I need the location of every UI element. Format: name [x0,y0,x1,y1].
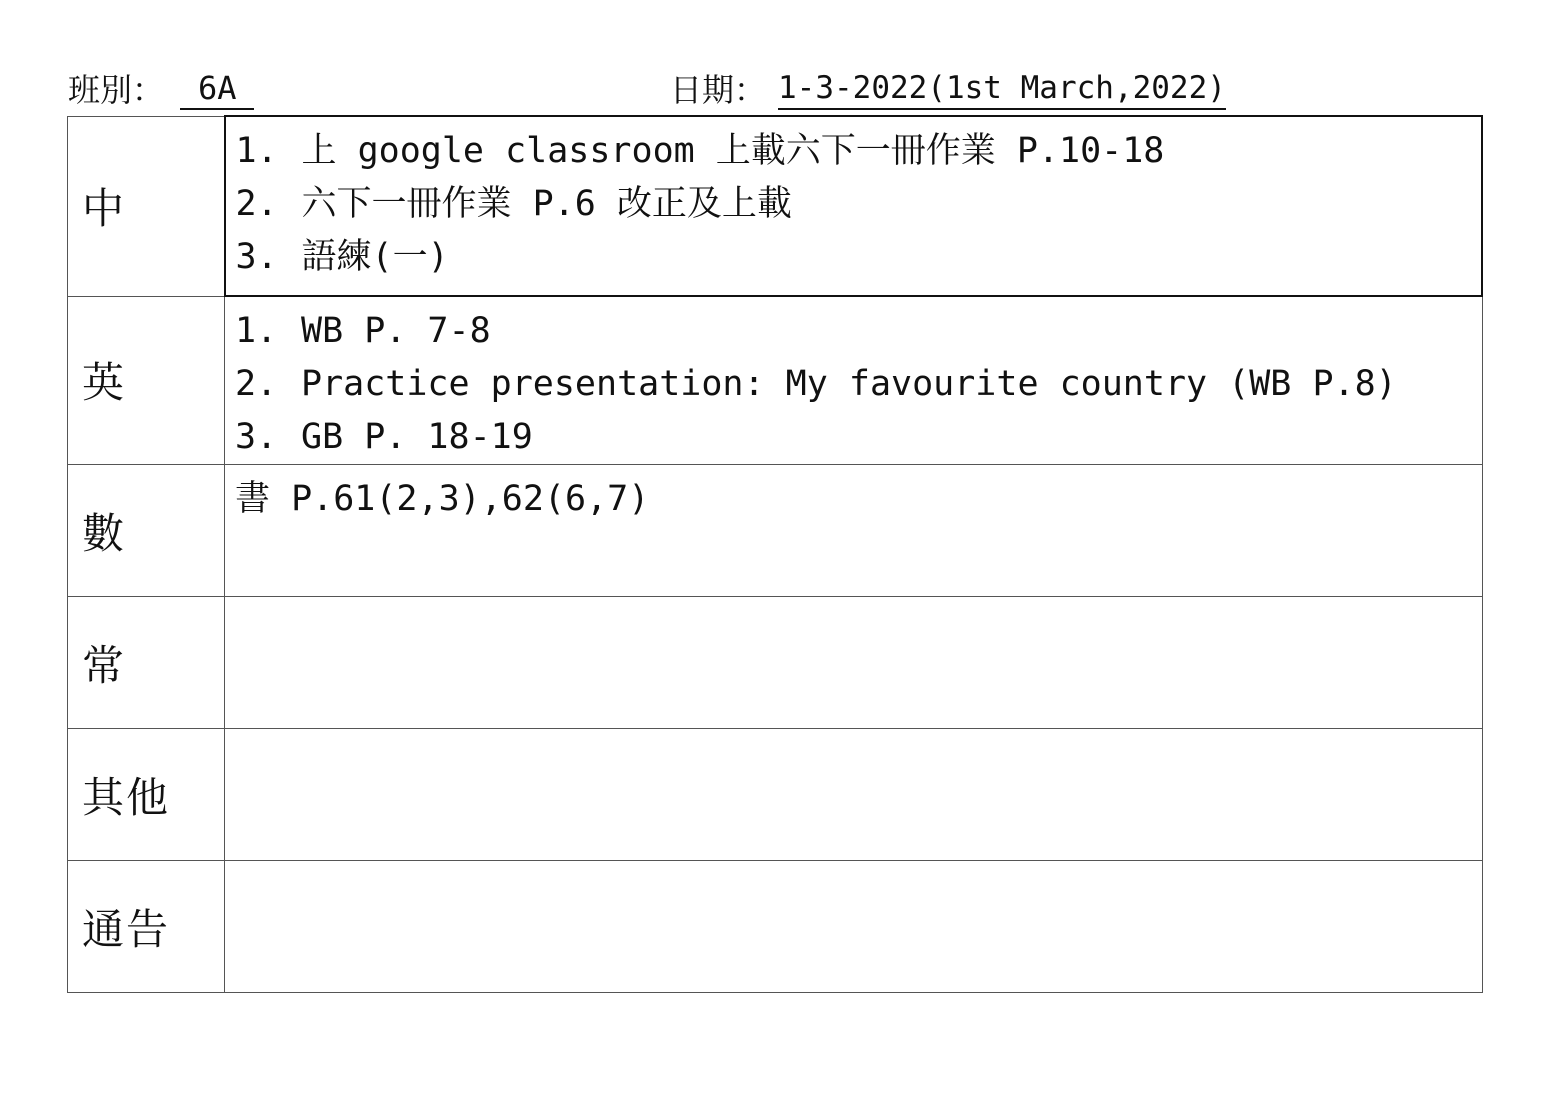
subject-content-notices [225,861,1483,993]
homework-list-chinese [236,125,1482,284]
subject-label-english: 英 [68,296,225,465]
item-text: 六下一冊作業 P.6 改正及上載 [301,184,792,224]
list-item [236,231,1482,284]
list-item [236,125,1482,178]
class-value: 6A [180,68,254,110]
subject-row-english [68,296,1483,465]
subject-content-math [225,465,1483,597]
subject-label-notices: 通告 [68,861,225,993]
list-item [236,178,1482,231]
homework-table [67,115,1483,993]
item-text: 語練(一) [301,237,449,277]
date-label: 日期： [670,71,767,109]
list-item [235,358,1482,411]
date-value: 1-3-2022(1st March,2022) [778,68,1226,110]
subject-label-others: 其他 [68,729,225,861]
subject-content-others [225,729,1483,861]
subject-row-math [68,465,1483,597]
subject-row-chinese [68,116,1483,296]
homework-list-english [235,305,1482,464]
item-number: 3. [235,417,278,457]
homework-text-math: 書 P.61(2,3),62(6,7) [235,479,650,519]
item-text: WB P. 7-8 [301,311,491,351]
subject-row-general-studies [68,597,1483,729]
subject-label-chinese: 中 [68,116,225,296]
subject-label-general-studies: 常 [68,597,225,729]
item-number: 3. [235,237,278,277]
item-number: 1. [235,311,278,351]
item-text: Practice presentation: My favourite country (WB P.8) [301,364,1397,404]
class-label: 班別： [68,71,165,109]
subject-content-english [225,296,1483,465]
list-item [235,411,1482,464]
subject-row-notices [68,861,1483,993]
item-number: 1. [235,131,278,171]
item-number: 2. [235,184,278,224]
item-text: 上 google classroom 上載六下一冊作業 P.10-18 [301,131,1165,171]
subject-content-general-studies [225,597,1483,729]
subject-content-chinese [225,116,1483,296]
header [0,68,1561,112]
subject-label-math: 數 [68,465,225,597]
item-text: GB P. 18-19 [301,417,533,457]
item-number: 2. [235,364,278,404]
list-item [235,305,1482,358]
subject-row-others [68,729,1483,861]
